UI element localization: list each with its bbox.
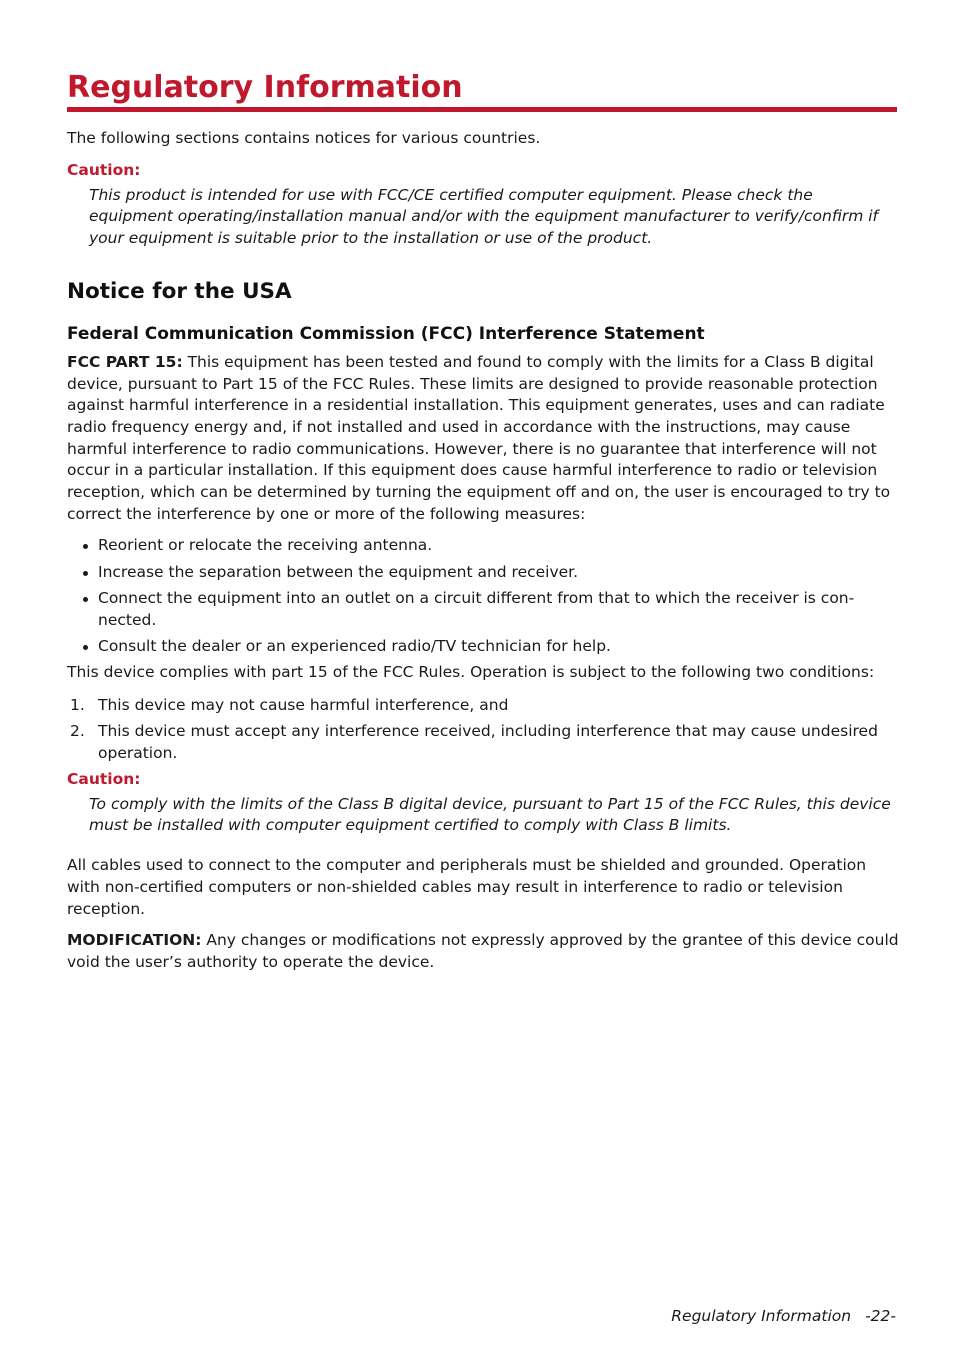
list-number: 2. [70,721,85,740]
fcc-part15-text: This equipment has been tested and found to comply with the limits for a Class B digital device, pursuant to Part 15 of the FCC Rules. These limits are designed to provide reasonable protection against harmful interference in a residential installation. This equipment generates, uses and can radiate radio frequency energy and, if not installed and used in accordance with the instructions, may cause harmful interference to radio communications. However, there is no guarantee that interference will not occur in a particular installation. If this equipment does cause harmful interference to radio or television reception, which can be determined by turning the equipment off and on, the user is encouraged to try to correct the interference by one or more of the following measures: [67,352,891,523]
fcc-part15-lead: FCC PART 15: [67,352,183,371]
complies-text: This device complies with part 15 of the FCC Rules. Operation is subject to the following two conditions: [67,662,875,681]
list-item [67,588,899,631]
cables-paragraph: All cables used to connect to the computer and peripherals must be shielded and grounded. Operation with non-certified computers or non-shielded cables may result in interference to radio or television reception. [67,856,867,918]
list-item-text: Reorient or relocate the receiving antenna. [98,536,433,555]
bullet-icon [83,645,88,650]
list-item [67,721,899,764]
list-item [67,535,899,557]
bullet-icon [83,571,88,576]
page-title: Regulatory Information [67,70,463,105]
intro-text: The following sections contains notices for various countries. [67,129,541,147]
conditions-list [67,695,899,765]
list-item-text: This device may not cause harmful interference, and [98,695,509,714]
list-item [67,636,899,658]
measures-list [67,535,899,657]
page-number: -22- [865,1307,896,1325]
list-item [67,695,899,717]
fcc-statement-heading: Federal Communication Commission (FCC) Interference Statement [67,323,705,344]
caution-label: Caution: [67,160,141,179]
bullet-icon [83,544,88,549]
modification-paragraph [67,930,899,973]
caution-text: This product is intended for use with FCC/CE certified computer equipment. Please check the equipment operating/installation manual and/or with the equipment manufacturer to verify/confirm if your equipment is suitable prior to the installation or use of the product. [89,185,879,248]
modification-lead: MODIFICATION: [67,931,202,950]
caution-label-2: Caution: [67,769,141,788]
title-underline [67,107,897,112]
list-item-text: Consult the dealer or an experienced radio/TV technician for help. [98,636,611,655]
list-item-text: Increase the separation between the equipment and receiver. [98,562,579,581]
list-item-text: This device must accept any interference received, including interference that may cause undesired operation. [98,721,878,762]
page-footer [671,1305,896,1327]
list-item [67,562,899,584]
list-number: 1. [70,695,85,714]
modification-text: Any changes or modifications not expressly approved by the grantee of this device could void the user’s authority to operate the device. [67,931,899,971]
notice-usa-heading: Notice for the USA [67,278,292,304]
fcc-part15-paragraph [67,352,899,526]
footer-section-title: Regulatory Information [671,1307,852,1325]
list-item-text: Connect the equipment into an outlet on a circuit different from that to which the receiver is con-nected. [98,588,855,629]
caution-text-2: To comply with the limits of the Class B digital device, pursuant to Part 15 of the FCC Rules, this device must be installed with computer equipment certified to comply with Class B limits. [89,794,891,835]
document-page [67,0,899,974]
bullet-icon [83,597,88,602]
